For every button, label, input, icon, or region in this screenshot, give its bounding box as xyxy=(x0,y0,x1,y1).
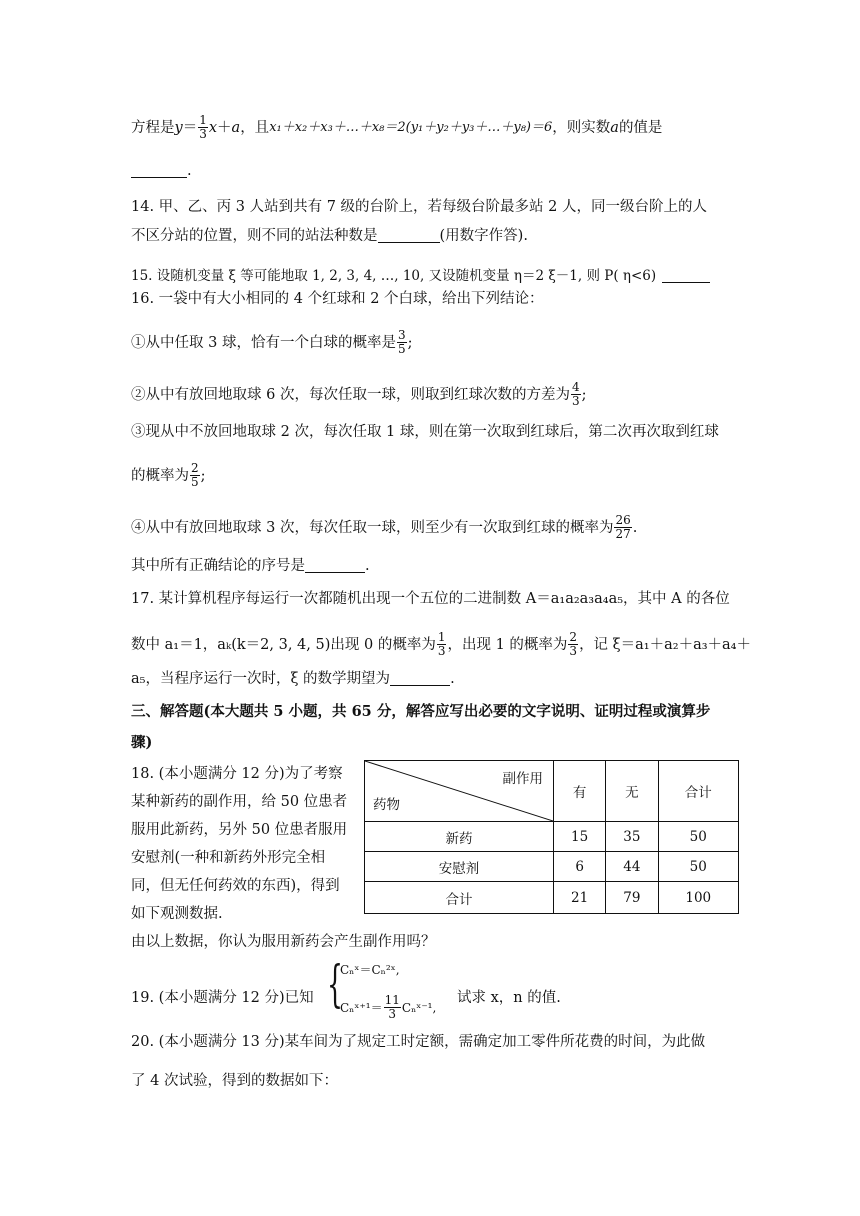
problem-20-line-2: 了 4 次试验，得到的数据如下： xyxy=(131,1073,338,1089)
problem-16-question: 其中所有正确结论的序号是 . xyxy=(131,558,370,574)
fraction: $\frac{26}{27}$ xyxy=(615,513,631,541)
row-label: 合计 xyxy=(365,882,554,914)
column-header: 合计 xyxy=(658,761,738,822)
table-cell: 44 xyxy=(606,852,658,882)
problem-19-lead: 19. (本小题满分 12 分)已知 xyxy=(131,990,314,1006)
problem-16-head: 16. 一袋中有大小相同的 4 个红球和 2 个白球，给出下列结论： xyxy=(131,291,544,307)
problem-17-line-2: 数中 a₁＝1，aₖ(k＝2, 3, 4, 5)出现 0 的概率为 $\frac{1}{3}$ ，出现 1 的概率为 $\frac{2}{3}$ ，记 ξ＝a₁＋a₂＋a₃＋a₄＋ xyxy=(131,630,751,658)
fraction: $\frac{2}{5}$ xyxy=(191,461,199,489)
table-row xyxy=(365,822,739,852)
problem-16-statement-4: ④从中有放回地取球 3 次，每次任取一球，则至少有一次取到红球的概率为 $\frac{26}{27}$ . xyxy=(131,513,638,541)
problem-14-line-1: 14. 甲、乙、丙 3 人站到共有 7 级的台阶上，若每级台阶最多站 2 人，同一级台阶上的人 xyxy=(131,199,707,215)
brace: { xyxy=(327,955,343,1013)
table-header-row xyxy=(365,761,739,822)
table-cell: 6 xyxy=(554,852,606,882)
fraction: $\frac{4}{3}$ xyxy=(571,380,580,408)
problem-18-line-4: 安慰剂(一种和新药外形完全相 xyxy=(131,850,326,866)
fraction: $\frac{1}{3}$ xyxy=(437,630,446,658)
table-cell: 79 xyxy=(606,882,658,914)
equation-1: Cₙˣ＝Cₙ²ˣ, xyxy=(340,963,400,977)
fraction: $\frac{1}{3}$ xyxy=(199,113,207,141)
problem-15: 15. 设随机变量 ξ 等可能地取 1, 2, 3, 4, …, 10, 又设随机变量 η＝2 ξ－1, 则 P( η<6) xyxy=(131,265,731,287)
problem-17-line-1: 17. 某计算机程序每运行一次都随机出现一个五位的二进制数 A＝a₁a₂a₃a₄a₅，其中 A 的各位 xyxy=(131,591,730,607)
problem-20-line-1: 20. (本小题满分 13 分)某车间为了规定工时定额，需确定加工零件所花费的时间，为此做 xyxy=(131,1034,706,1050)
problem-18-line-3: 服用此新药，另外 50 位患者服用 xyxy=(131,822,348,838)
answer-blank xyxy=(390,673,450,686)
problem-16-statement-3-line-1: ③现从中不放回地取球 2 次，每次任取 1 球，则在第一次取到红球后，第二次再次取到红球 xyxy=(131,424,719,440)
problem-16-statement-3-line-2: 的概率为 $\frac{2}{5}$ ; xyxy=(131,461,206,489)
problem-18-question: 由以上数据，你认为服用新药会产生副作用吗？ xyxy=(131,934,436,950)
problem-18-line-2: 某种新药的副作用，给 50 位患者 xyxy=(131,794,348,810)
problem-13-line-2: . xyxy=(131,160,731,182)
answer-blank xyxy=(378,230,440,243)
equation-2: Cₙˣ⁺¹＝ $\frac{11}{3}$ Cₙˣ⁻¹, xyxy=(340,993,437,1021)
table-row xyxy=(365,852,739,882)
table-cell: 35 xyxy=(606,822,658,852)
column-header: 有 xyxy=(554,761,606,822)
answer-blank xyxy=(131,165,187,178)
table-corner-cell: 副作用 药物 xyxy=(365,761,554,822)
fraction: $\frac{3}{5}$ xyxy=(397,328,406,356)
problem-17-line-3: a₅，当程序运行一次时，ξ 的数学期望为 . xyxy=(131,671,455,687)
section-3-heading-line-2: 骤) xyxy=(131,734,153,751)
column-header: 无 xyxy=(606,761,658,822)
table-cell: 50 xyxy=(658,852,738,882)
table-cell: 15 xyxy=(554,822,606,852)
row-label: 安慰剂 xyxy=(365,852,554,882)
problem-18-line-6: 如下观测数据. xyxy=(131,906,223,922)
observation-table xyxy=(364,760,739,914)
problem-18-line-1: 18. (本小题满分 12 分)为了考察 xyxy=(131,766,343,782)
table-cell: 50 xyxy=(658,822,738,852)
answer-blank xyxy=(305,560,365,573)
problem-16-statement-2: ②从中有放回地取球 6 次，每次任取一球，则取到红球次数的方差为 $\frac{4}{3}$ ; xyxy=(131,380,587,408)
problem-13-line-1: 方程是 y ＝ $\frac{1}{3}$ x ＋ a ，且 x₁＋x₂＋x₃＋…＋x₈＝2(y₁＋y₂＋y₃＋…＋y₈)＝6 ，则实数 a 的值是 xyxy=(131,113,663,141)
section-3-heading-line-1: 三、解答题(本大题共 5 小题，共 65 分，解答应写出必要的文字说明、证明过程或演算步 xyxy=(131,703,711,720)
problem-14-line-2: 不区分站的位置，则不同的站法种数是 (用数字作答). xyxy=(131,228,528,244)
fraction: $\frac{2}{3}$ xyxy=(569,630,578,658)
table-cell: 100 xyxy=(658,882,738,914)
problem-18-line-5: 同，但无任何药效的东西)，得到 xyxy=(131,878,340,894)
problem-19-ask: 试求 x，n 的值. xyxy=(457,990,561,1006)
table-cell: 21 xyxy=(554,882,606,914)
fraction: $\frac{11}{3}$ xyxy=(384,993,400,1021)
table-row xyxy=(365,882,739,914)
row-label: 新药 xyxy=(365,822,554,852)
problem-16-statement-1: ①从中任取 3 球，恰有一个白球的概率是 $\frac{3}{5}$ ; xyxy=(131,328,413,356)
answer-blank xyxy=(662,270,710,283)
